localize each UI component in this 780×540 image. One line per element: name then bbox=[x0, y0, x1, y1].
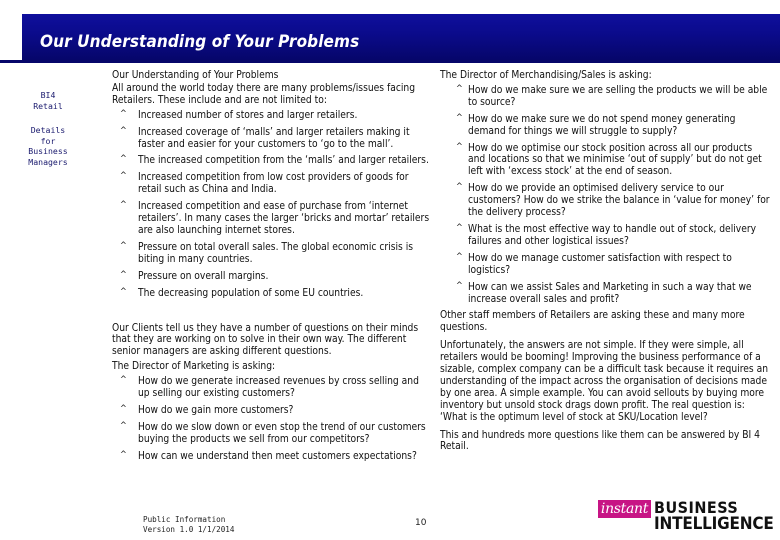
header-band bbox=[0, 0, 780, 60]
bullet-icon: ^ bbox=[120, 240, 127, 251]
list-item: ^ Increased coverage of ‘malls’ and larger retailers making it faster and easier for your customers to ‘go to the mall’. bbox=[120, 125, 410, 150]
sidebar-product-line: BI4 bbox=[40, 90, 56, 100]
bullet-icon: ^ bbox=[456, 280, 463, 291]
list-item: ^ How do we generate increased revenues by cross selling and up selling our existing customers? bbox=[120, 375, 419, 400]
header-white-strip bbox=[0, 0, 780, 14]
bullet-icon: ^ bbox=[120, 286, 127, 297]
clients-paragraph: Our Clients tell us they have a number of questions on their minds that they are working on to solve in their own way. The different senior managers are asking different questions. bbox=[112, 322, 419, 358]
logo-intelligence-word: INTELLIGENCE bbox=[654, 514, 774, 534]
logo-business-word: BUSINESS bbox=[654, 498, 739, 517]
list-item: ^ How do we manage customer satisfaction with respect to logistics? bbox=[456, 251, 732, 276]
bullet-icon: ^ bbox=[456, 182, 463, 193]
bullet-icon: ^ bbox=[120, 449, 127, 460]
section-heading: Our Understanding of Your Problems bbox=[112, 70, 279, 81]
list-item: ^ How can we assist Sales and Marketing in such a way that we increase overall sales and profit? bbox=[456, 280, 752, 305]
bullet-icon: ^ bbox=[120, 108, 127, 119]
sidebar bbox=[18, 90, 78, 181]
list-item: ^ Increased number of stores and larger retailers. bbox=[120, 108, 358, 121]
left-column bbox=[112, 70, 430, 468]
classification-label: Public Information bbox=[143, 515, 226, 524]
list-item: ^ Increased competition and ease of purchase from ‘internet retailers’. In many cases the larger ‘bricks and mortar’ retailers are also launching internet stores. bbox=[120, 200, 430, 236]
bullet-icon: ^ bbox=[120, 200, 127, 211]
list-item: ^ What is the most effective way to handle out of stock, delivery failures and other logistical issues? bbox=[456, 222, 757, 247]
merchandising-heading: The Director of Merchandising/Sales is asking: bbox=[440, 70, 652, 81]
page-number: 10 bbox=[415, 518, 427, 528]
list-item: ^ The increased competition from the ‘malls’ and larger retailers. bbox=[120, 154, 429, 167]
other-staff-paragraph: Other staff members of Retailers are asking these and many more questions. bbox=[440, 310, 745, 334]
list-item: ^ The decreasing population of some EU countries. bbox=[120, 286, 364, 299]
sidebar-audience-line: Business bbox=[28, 146, 68, 156]
sidebar-audience-line: for bbox=[40, 135, 56, 146]
bullet-icon: ^ bbox=[120, 154, 127, 165]
spacer bbox=[112, 305, 430, 323]
bullet-icon: ^ bbox=[120, 269, 127, 280]
bullet-icon: ^ bbox=[456, 83, 463, 94]
right-column bbox=[440, 70, 772, 456]
list-item: ^ How do we gain more customers? bbox=[120, 403, 294, 416]
bullet-icon: ^ bbox=[456, 141, 463, 152]
sidebar-product-line: Retail bbox=[33, 100, 63, 111]
bullet-icon: ^ bbox=[120, 125, 127, 136]
list-item: ^ How do we optimise our stock position across all our products and locations so that we minimise ‘out of supply’ but do not get left with ‘excess stock’ at the end of season. bbox=[456, 141, 762, 178]
bullet-icon: ^ bbox=[456, 251, 463, 262]
version-label: Version 1.0 1/1/2014 bbox=[143, 525, 235, 534]
bullet-icon: ^ bbox=[120, 171, 127, 182]
header-rule bbox=[0, 60, 780, 63]
sidebar-audience-line: Details bbox=[30, 125, 66, 135]
sidebar-audience-line: Managers bbox=[28, 156, 68, 167]
header-left-tab bbox=[0, 14, 22, 60]
list-item: ^ Increased competition from low cost providers of goods for retail such as China and India. bbox=[120, 171, 409, 196]
closing-paragraph: This and hundreds more questions like them can be answered by BI 4 Retail. bbox=[440, 429, 760, 453]
list-item: ^ Pressure on total overall sales. The global economic crisis is biting in many countries. bbox=[120, 240, 414, 265]
bullet-icon: ^ bbox=[120, 420, 127, 431]
list-item: ^ Pressure on overall margins. bbox=[120, 269, 269, 282]
list-item: ^ How can we understand then meet customers expectations? bbox=[120, 449, 417, 462]
marketing-questions-list bbox=[120, 376, 430, 462]
list-item: ^ How do we make sure we do not spend money generating demand for things we will struggle to supply? bbox=[456, 112, 736, 137]
unfortunately-paragraph: Unfortunately, the answers are not simple. If they were simple, all retailers would be booming! Improving the business performance of a sizable, complex company can be a difficult task because it requires an understanding of the impact across the organisation of decisions made by one area. A simple example. You can avoid sellouts by buying more inventory but unsold stock drags down profit. The real question is: ‘What is the optimum level of stock at SKU/Location level? bbox=[440, 340, 769, 423]
list-item: ^ How do we make sure we are selling the products we will be able to source? bbox=[456, 83, 768, 108]
list-item: ^ How do we provide an optimised delivery service to our customers? How do we strike the balance in ‘value for money’ for the delivery process? bbox=[456, 182, 770, 219]
bullet-icon: ^ bbox=[120, 403, 127, 414]
bullet-icon: ^ bbox=[456, 112, 463, 123]
footer-meta bbox=[143, 515, 234, 535]
sidebar-product-block bbox=[18, 90, 78, 111]
sidebar-audience-block bbox=[18, 125, 78, 167]
instant-business-intelligence-logo bbox=[598, 498, 774, 534]
list-item: ^ How do we slow down or even stop the trend of our customers buying the products we sell from our competitors? bbox=[120, 420, 426, 445]
problems-list bbox=[120, 110, 430, 300]
intro-paragraph: All around the world today there are many problems/issues facing Retailers. These include and are not limited to: bbox=[112, 82, 416, 106]
bullet-icon: ^ bbox=[456, 222, 463, 233]
bullet-icon: ^ bbox=[120, 375, 127, 386]
logo-instant-badge: instant bbox=[598, 500, 651, 518]
marketing-heading: The Director of Marketing is asking: bbox=[112, 361, 276, 373]
page-title: Our Understanding of Your Problems bbox=[40, 32, 360, 52]
merchandising-questions-list bbox=[456, 85, 772, 306]
